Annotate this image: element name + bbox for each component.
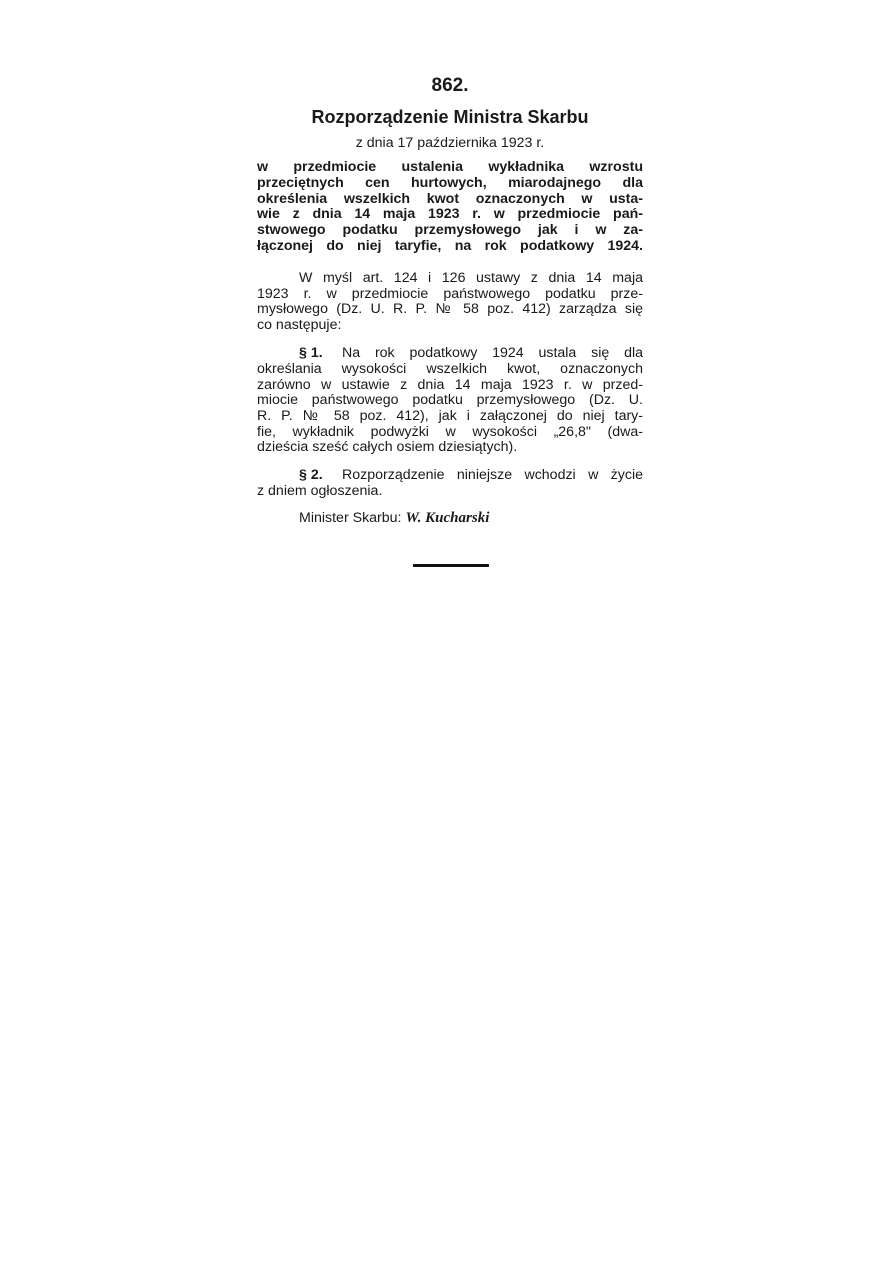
section-line: określania wysokości wszelkich kwot, oznaczonych bbox=[257, 361, 643, 377]
section-line: zarówno w ustawie z dnia 14 maja 1923 r. w przed- bbox=[257, 377, 643, 393]
section-line: miocie państwowego podatku przemysłowego (Dz. U. bbox=[257, 392, 643, 408]
document-title: Rozporządzenie Ministra Skarbu bbox=[311, 107, 589, 127]
section-line: R. P. № 58 poz. 412), jak i załączonej do niej tary- bbox=[257, 408, 643, 424]
signature bbox=[299, 510, 599, 526]
signature-name: W. Kucharski bbox=[405, 510, 490, 526]
subject-line: przeciętnych cen hurtowych, miarodajnego dla bbox=[257, 175, 643, 191]
preamble-line: co następuje: bbox=[257, 317, 342, 333]
act-number: 862. bbox=[431, 75, 469, 96]
preamble-line: 1923 r. w przedmiocie państwowego podatku prze- bbox=[257, 286, 643, 302]
document-date: z dnia 17 października 1923 r. bbox=[355, 135, 545, 151]
subject-line: łączonej do niej taryfie, na rok podatkowy 1924. bbox=[257, 238, 643, 254]
section-line: Na rok podatkowy 1924 ustala się dla bbox=[342, 345, 643, 361]
section-label: § 1. bbox=[299, 345, 323, 361]
subject-line: w przedmiocie ustalenia wykładnika wzrostu bbox=[257, 159, 643, 175]
section-label: § 2. bbox=[299, 467, 323, 483]
section-line: Rozporządzenie niniejsze wchodzi w życie bbox=[342, 467, 643, 483]
subject-line: wie z dnia 14 maja 1923 r. w przedmiocie pań- bbox=[257, 206, 643, 222]
preamble-line: mysłowego (Dz. U. R. P. № 58 poz. 412) zarządza się bbox=[257, 301, 643, 317]
section-line: dzieścia sześć całych osiem dziesiątych). bbox=[257, 439, 518, 455]
subject-line: określenia wszelkich kwot oznaczonych w usta- bbox=[257, 191, 643, 207]
signature-role: Minister Skarbu: bbox=[299, 510, 402, 526]
section-line: fie, wykładnik podwyżki w wysokości „26,8" (dwa- bbox=[257, 424, 643, 440]
subject-line: stwowego podatku przemysłowego jak i w za- bbox=[257, 222, 643, 238]
preamble-line: W myśl art. 124 i 126 ustawy z dnia 14 maja bbox=[299, 270, 643, 286]
section-line: z dniem ogłoszenia. bbox=[257, 483, 383, 499]
end-rule bbox=[413, 564, 489, 567]
